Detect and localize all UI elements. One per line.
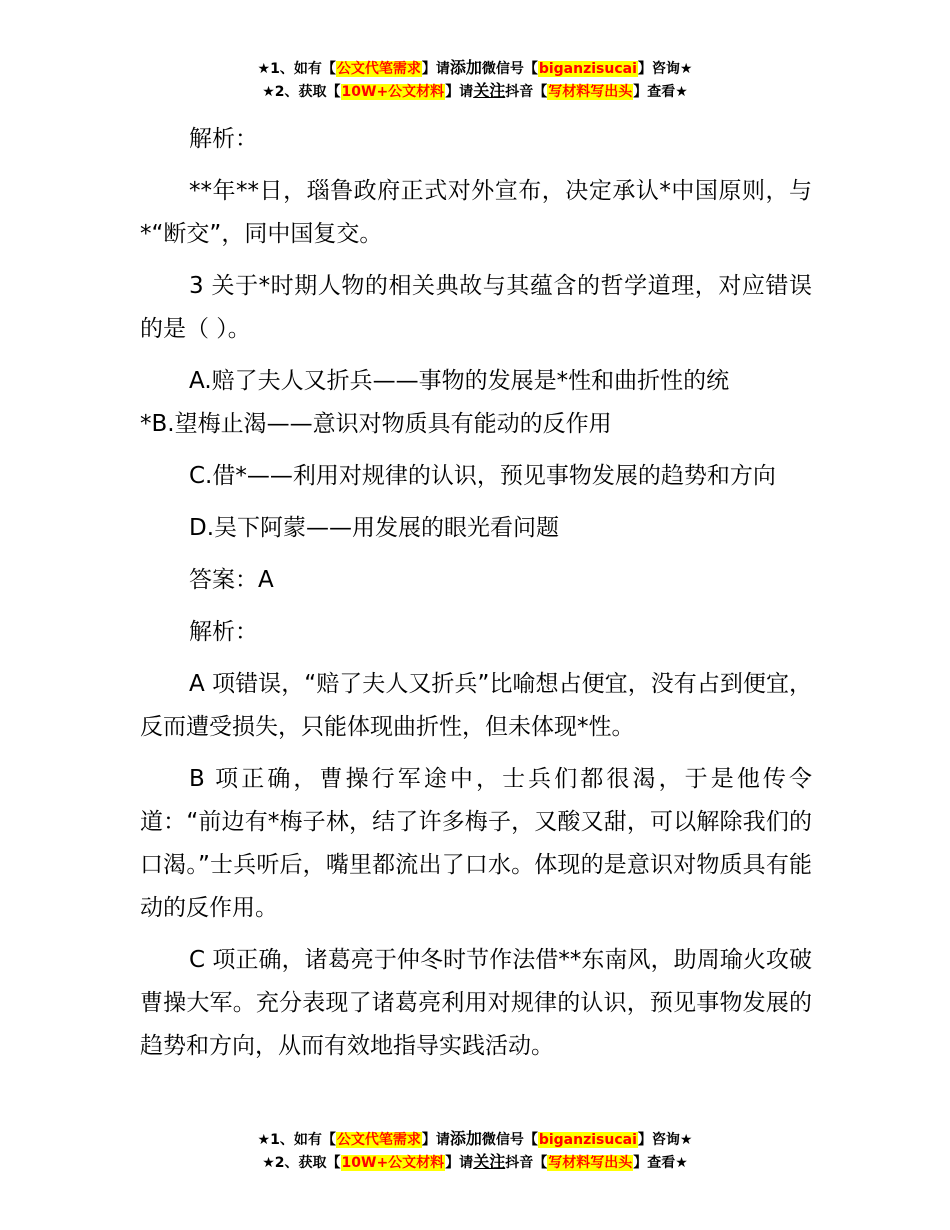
analysis-option-c: C 项正确，诸葛亮于仲冬时节作法借**东南风，助周瑜火攻破曹操大军。充分表现了诸葛亮利用对规律的认识，预见事物发展的趋势和方向，从而有效地指导实践活动。	[140, 947, 812, 1059]
header-line-1-highlight-service: 公文代笔需求	[336, 61, 421, 77]
header-line-1-part1: ★1、如有【	[257, 61, 336, 77]
footer-line-2-highlight-douyin: 写材料写出头	[548, 1155, 633, 1171]
footer-line-2-part4: 】查看★	[633, 1155, 688, 1171]
analysis-option-b: B 项正确，曹操行军途中，士兵们都很渴，于是他传令道：“前边有*梅子林，结了许多梅子，又酸又甜，可以解除我们的口渴。”士兵听后，嘴里都流出了口水。体现的是意识对物质具有能动的反作用。	[140, 766, 812, 921]
header-banner	[0, 57, 950, 103]
header-line-2-part3: 抖音【	[505, 84, 548, 100]
footer-line-2	[0, 1151, 950, 1174]
footer-line-2-part3: 抖音【	[505, 1155, 548, 1171]
header-line-2	[0, 80, 950, 103]
option-d: D.吴下阿蒙——用发展的眼光看问题	[189, 515, 560, 541]
footer-line-1-highlight-wechat: biganzisucai	[538, 1132, 637, 1148]
header-line-2-part4: 】查看★	[633, 84, 688, 100]
header-line-2-part1: ★2、获取【	[262, 84, 341, 100]
analysis-paragraph-nauru: **年**日，瑙鲁政府正式对外宣布，决定承认*中国原则，与*“断交”，同中国复交。	[140, 178, 812, 247]
analysis-option-a: A 项错误，“赔了夫人又折兵”比喻想占便宜，没有占到便宜，反而遭受损失，只能体现曲折性，但未体现*性。	[140, 671, 812, 740]
header-line-1	[0, 57, 950, 80]
footer-line-1-part1: ★1、如有【	[257, 1132, 336, 1148]
header-line-2-part2: 】请	[445, 84, 474, 100]
footer-line-1-highlight-service: 公文代笔需求	[336, 1132, 421, 1148]
footer-line-1-part3: 微信号【	[481, 1132, 538, 1148]
header-line-2-highlight-materials: 10W+公文材料	[341, 84, 445, 100]
footer-line-1	[0, 1128, 950, 1151]
option-a: A.赔了夫人又折兵——事物的发展是*性和曲折性的统	[189, 368, 730, 394]
footer-line-1-emph: 添加	[449, 1129, 482, 1148]
header-line-1-part2: 】请	[421, 61, 450, 77]
question-3: 3 关于*时期人物的相关典故与其蕴含的哲学道理，对应错误的是（ ）。	[140, 273, 812, 342]
analysis-label-2: 解析：	[189, 619, 258, 645]
header-line-1-emph: 添加	[449, 58, 482, 77]
footer-banner	[0, 1128, 950, 1174]
footer-line-1-part4: 】咨询★	[637, 1132, 693, 1148]
options-a-b	[140, 360, 812, 446]
footer-line-2-part2: 】请	[445, 1155, 474, 1171]
document-body	[140, 118, 812, 1077]
option-b: *B.望梅止渴——意识对物质具有能动的反作用	[140, 411, 612, 437]
footer-line-2-part1: ★2、获取【	[262, 1155, 341, 1171]
footer-line-1-part2: 】请	[421, 1132, 450, 1148]
header-line-1-part4: 】咨询★	[637, 61, 693, 77]
analysis-label-1: 解析：	[189, 126, 258, 152]
header-line-2-highlight-douyin: 写材料写出头	[548, 84, 633, 100]
header-line-1-part3: 微信号【	[481, 61, 538, 77]
footer-line-2-emph: 关注	[473, 1152, 506, 1171]
answer-line: 答案：A	[189, 567, 274, 593]
footer-line-2-highlight-materials: 10W+公文材料	[341, 1155, 445, 1171]
header-line-2-emph: 关注	[473, 81, 506, 100]
header-line-1-highlight-wechat: biganzisucai	[538, 61, 637, 77]
option-c: C.借*——利用对规律的认识，预见事物发展的趋势和方向	[189, 463, 776, 489]
